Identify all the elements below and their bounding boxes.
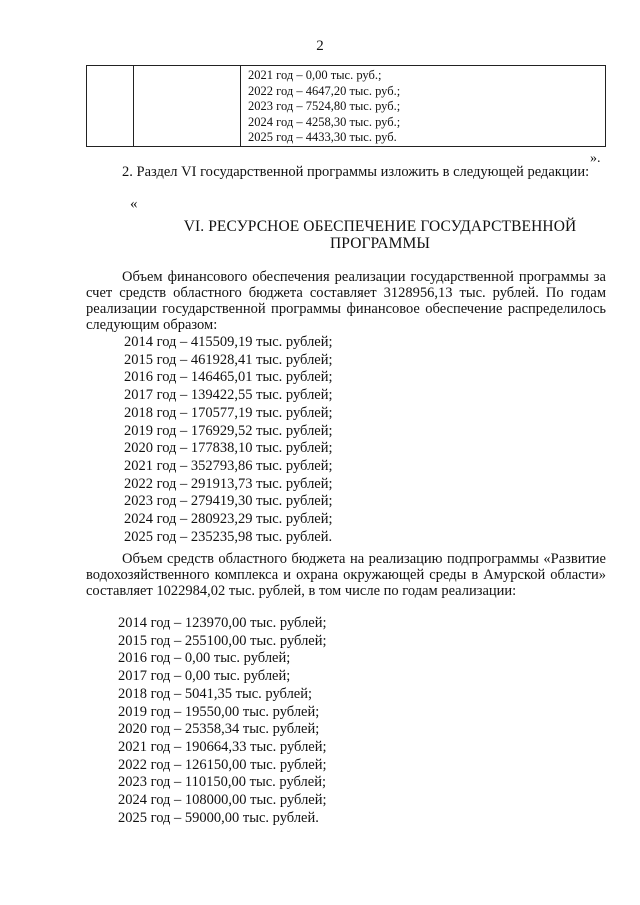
- table-cell-amounts: [241, 66, 606, 147]
- table-row: [87, 66, 606, 147]
- heading-line-1: VI. РЕСУРСНОЕ ОБЕСПЕЧЕНИЕ ГОСУДАРСТВЕННОЙ: [183, 218, 577, 235]
- table-line: 2025 год – 4433,30 тыс. руб.: [248, 130, 397, 144]
- subprogram-paragraph: [86, 551, 606, 599]
- list-item: 2023 год – 279419,30 тыс. рублей;: [124, 493, 333, 510]
- list-item: 2015 год – 461928,41 тыс. рублей;: [124, 351, 333, 368]
- table-line: 2022 год – 4647,20 тыс. руб.;: [248, 83, 401, 98]
- list-item: 2025 год – 235235,98 тыс. рублей.: [124, 528, 333, 545]
- list-item: 2023 год – 110150,00 тыс. рублей;: [118, 774, 326, 791]
- subprogram-text: Объем средств областного бюджета на реализацию подпрограммы «Развитие водохозяйственного комплекса и охрана окружающей среды в Амурской области» составляет 1022984,02 тыс. рублей, в том числе по годам реализации:: [86, 551, 606, 599]
- list-item: 2025 год – 59000,00 тыс. рублей.: [118, 809, 319, 826]
- financing-paragraph: [86, 269, 606, 333]
- list-item: 2019 год – 19550,00 тыс. рублей;: [118, 703, 320, 720]
- page-number: 2: [316, 38, 324, 54]
- list-item: 2024 год – 280923,29 тыс. рублей;: [124, 511, 333, 528]
- table-line: 2024 год – 4258,30 тыс. руб.;: [248, 114, 401, 129]
- list-item: 2019 год – 176929,52 тыс. рублей;: [124, 422, 333, 439]
- list-item: 2016 год – 0,00 тыс. рублей;: [118, 650, 291, 667]
- list-item: 2024 год – 108000,00 тыс. рублей;: [118, 792, 327, 809]
- list-item: 2016 год – 146465,01 тыс. рублей;: [124, 369, 333, 386]
- list-item: 2014 год – 415509,19 тыс. рублей;: [124, 334, 333, 350]
- table-cell-empty-2: [134, 66, 241, 147]
- budget-table: [86, 65, 606, 147]
- heading-line-2: ПРОГРАММЫ: [330, 235, 430, 252]
- list-item: 2020 год – 25358,34 тыс. рублей;: [118, 721, 320, 738]
- program-year-list: [124, 334, 333, 546]
- list-item: 2022 год – 291913,73 тыс. рублей;: [124, 475, 333, 492]
- section-change-text: 2. Раздел VI государственной программы изложить в следующей редакции:: [122, 164, 590, 180]
- section-heading: [120, 218, 640, 252]
- list-item: 2017 год – 139422,55 тыс. рублей;: [124, 387, 333, 404]
- opening-quote: «: [130, 196, 138, 212]
- financing-text: Объем финансового обеспечения реализации государственной программы за счет средств областного бюджета составляет 3128956,13 тыс. рублей. По годам реализации государственной программы финансовое обеспечение распределилось следующим образом:: [86, 269, 606, 333]
- table-line: 2021 год – 0,00 тыс. руб.;: [248, 68, 382, 82]
- list-item: 2021 год – 190664,33 тыс. рублей;: [118, 738, 327, 755]
- list-item: 2021 год – 352793,86 тыс. рублей;: [124, 457, 333, 474]
- list-item: 2022 год – 126150,00 тыс. рублей;: [118, 756, 327, 773]
- closing-quote: ».: [590, 151, 601, 166]
- list-item: 2014 год – 123970,00 тыс. рублей;: [118, 615, 327, 631]
- list-item: 2018 год – 170577,19 тыс. рублей;: [124, 404, 333, 421]
- list-item: 2018 год – 5041,35 тыс. рублей;: [118, 685, 313, 702]
- table-cell-empty-1: [87, 66, 134, 147]
- list-item: 2015 год – 255100,00 тыс. рублей;: [118, 632, 327, 649]
- list-item: 2017 год – 0,00 тыс. рублей;: [118, 668, 291, 685]
- section-change-paragraph: [86, 164, 606, 180]
- list-item: 2020 год – 177838,10 тыс. рублей;: [124, 440, 333, 457]
- table-line: 2023 год – 7524,80 тыс. руб.;: [248, 99, 401, 113]
- subprogram-year-list: [118, 615, 327, 827]
